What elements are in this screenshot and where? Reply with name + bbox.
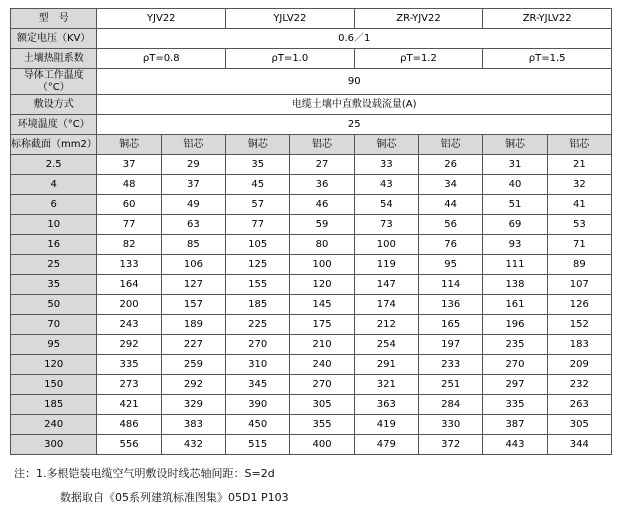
- ampacity-cell: 164: [97, 275, 161, 295]
- ampacity-cell: 421: [97, 395, 161, 415]
- note-line-1: 注：1.多根铠装电缆空气明敷设时线芯轴间距：S=2d: [14, 467, 275, 480]
- section-value: 10: [11, 215, 97, 235]
- ampacity-cell: 26: [419, 155, 483, 175]
- ampacity-cell: 69: [483, 215, 547, 235]
- table-row: [11, 215, 612, 235]
- table-row-soil-thermal: [11, 49, 612, 69]
- ampacity-cell: 82: [97, 235, 161, 255]
- conductor-temp-value: 90: [97, 69, 612, 95]
- ampacity-cell: 259: [161, 355, 225, 375]
- row-label-rated-voltage: 额定电压（KV）: [11, 29, 97, 49]
- ampacity-cell: 119: [354, 255, 418, 275]
- ampacity-cell: 31: [483, 155, 547, 175]
- ampacity-cell: 136: [419, 295, 483, 315]
- note-line-2: 数据取自《05系列建筑标准图集》05D1 P103: [60, 490, 289, 504]
- ampacity-cell: 335: [483, 395, 547, 415]
- ampacity-cell: 225: [226, 315, 290, 335]
- section-value: 16: [11, 235, 97, 255]
- table-row: [11, 275, 612, 295]
- ampacity-cell: 41: [547, 195, 611, 215]
- table-row: [11, 355, 612, 375]
- model-zr-yjv22: ZR-YJV22: [354, 9, 483, 29]
- ampacity-cell: 165: [419, 315, 483, 335]
- table-row: [11, 155, 612, 175]
- table-row-ambient-temp: [11, 115, 612, 135]
- table-row: [11, 195, 612, 215]
- ampacity-cell: 57: [226, 195, 290, 215]
- ampacity-cell: 355: [290, 415, 354, 435]
- ampacity-cell: 85: [161, 235, 225, 255]
- ampacity-cell: 127: [161, 275, 225, 295]
- table-row: [11, 175, 612, 195]
- ampacity-cell: 73: [354, 215, 418, 235]
- ampacity-cell: 44: [419, 195, 483, 215]
- section-value: 4: [11, 175, 97, 195]
- ampacity-cell: 43: [354, 175, 418, 195]
- ampacity-cell: 71: [547, 235, 611, 255]
- ampacity-cell: 321: [354, 375, 418, 395]
- row-label-conductor-temp: 导体工作温度（°C）: [11, 69, 97, 95]
- ampacity-cell: 185: [226, 295, 290, 315]
- ampacity-cell: 233: [419, 355, 483, 375]
- ampacity-cell: 251: [419, 375, 483, 395]
- ampacity-cell: 240: [290, 355, 354, 375]
- ampacity-cell: 126: [547, 295, 611, 315]
- soil-thermal-value-1: ρT=0.8: [97, 49, 226, 69]
- ampacity-cell: 273: [97, 375, 161, 395]
- ampacity-cell: 210: [290, 335, 354, 355]
- ampacity-cell: 77: [97, 215, 161, 235]
- section-value: 6: [11, 195, 97, 215]
- core-header-7: 铜芯: [483, 135, 547, 155]
- section-value: 185: [11, 395, 97, 415]
- ampacity-cell: 235: [483, 335, 547, 355]
- ampacity-cell: 45: [226, 175, 290, 195]
- soil-thermal-value-4: ρT=1.5: [483, 49, 612, 69]
- ampacity-cell: 35: [226, 155, 290, 175]
- ampacity-cell: 383: [161, 415, 225, 435]
- core-header-2: 铝芯: [161, 135, 225, 155]
- core-header-1: 铜芯: [97, 135, 161, 155]
- ampacity-cell: 48: [97, 175, 161, 195]
- ampacity-cell: 175: [290, 315, 354, 335]
- ampacity-cell: 330: [419, 415, 483, 435]
- ampacity-cell: 46: [290, 195, 354, 215]
- ampacity-cell: 196: [483, 315, 547, 335]
- section-value: 240: [11, 415, 97, 435]
- ampacity-cell: 344: [547, 435, 611, 455]
- model-zr-yjlv22: ZR-YJLV22: [483, 9, 612, 29]
- ampacity-cell: 54: [354, 195, 418, 215]
- section-value: 25: [11, 255, 97, 275]
- ampacity-cell: 33: [354, 155, 418, 175]
- ampacity-cell: 49: [161, 195, 225, 215]
- row-label-model: 型 号: [11, 9, 97, 29]
- ampacity-cell: 200: [97, 295, 161, 315]
- section-value: 2.5: [11, 155, 97, 175]
- table-row: [11, 315, 612, 335]
- section-value: 300: [11, 435, 97, 455]
- ampacity-cell: 93: [483, 235, 547, 255]
- table-row: [11, 435, 612, 455]
- core-header-6: 铝芯: [419, 135, 483, 155]
- ampacity-cell: 125: [226, 255, 290, 275]
- ampacity-cell: 432: [161, 435, 225, 455]
- ampacity-cell: 291: [354, 355, 418, 375]
- ampacity-cell: 60: [97, 195, 161, 215]
- table-row: [11, 335, 612, 355]
- table-row-rated-voltage: [11, 29, 612, 49]
- soil-thermal-value-2: ρT=1.0: [226, 49, 355, 69]
- ampacity-cell: 297: [483, 375, 547, 395]
- table-row: [11, 255, 612, 275]
- ampacity-cell: 53: [547, 215, 611, 235]
- ampacity-cell: 133: [97, 255, 161, 275]
- ampacity-cell: 305: [547, 415, 611, 435]
- ampacity-cell: 515: [226, 435, 290, 455]
- ampacity-cell: 345: [226, 375, 290, 395]
- ampacity-cell: 114: [419, 275, 483, 295]
- ampacity-cell: 27: [290, 155, 354, 175]
- ampacity-cell: 400: [290, 435, 354, 455]
- ampacity-cell: 390: [226, 395, 290, 415]
- ampacity-cell: 263: [547, 395, 611, 415]
- notes-block: [14, 465, 612, 506]
- ampacity-cell: 152: [547, 315, 611, 335]
- ampacity-cell: 80: [290, 235, 354, 255]
- ampacity-cell: 387: [483, 415, 547, 435]
- ampacity-cell: 120: [290, 275, 354, 295]
- model-yjv22: YJV22: [97, 9, 226, 29]
- table-row-core-headers: [11, 135, 612, 155]
- table-row: [11, 375, 612, 395]
- ampacity-cell: 111: [483, 255, 547, 275]
- ampacity-cell: 284: [419, 395, 483, 415]
- model-yjlv22: YJLV22: [226, 9, 355, 29]
- row-label-laying-method: 敷设方式: [11, 95, 97, 115]
- ampacity-cell: 209: [547, 355, 611, 375]
- ampacity-cell: 174: [354, 295, 418, 315]
- core-header-5: 铜芯: [354, 135, 418, 155]
- table-row-conductor-temp: [11, 69, 612, 95]
- ampacity-cell: 157: [161, 295, 225, 315]
- core-header-3: 铜芯: [226, 135, 290, 155]
- ampacity-cell: 254: [354, 335, 418, 355]
- ampacity-cell: 105: [226, 235, 290, 255]
- ampacity-cell: 51: [483, 195, 547, 215]
- ampacity-cell: 479: [354, 435, 418, 455]
- table-row: [11, 395, 612, 415]
- core-header-4: 铝芯: [290, 135, 354, 155]
- table-row-laying-method: [11, 95, 612, 115]
- ampacity-cell: 419: [354, 415, 418, 435]
- ampacity-cell: 147: [354, 275, 418, 295]
- ampacity-cell: 59: [290, 215, 354, 235]
- ampacity-cell: 556: [97, 435, 161, 455]
- section-value: 35: [11, 275, 97, 295]
- rated-voltage-value: 0.6／1: [97, 29, 612, 49]
- ampacity-cell: 292: [161, 375, 225, 395]
- section-value: 95: [11, 335, 97, 355]
- ampacity-cell: 292: [97, 335, 161, 355]
- laying-method-value: 电缆土壤中直敷设载流量(A): [97, 95, 612, 115]
- table-row: [11, 295, 612, 315]
- core-header-8: 铝芯: [547, 135, 611, 155]
- ampacity-cell: 363: [354, 395, 418, 415]
- ampacity-cell: 270: [290, 375, 354, 395]
- ampacity-cell: 227: [161, 335, 225, 355]
- row-label-soil-thermal: 土壤热阻系数: [11, 49, 97, 69]
- table-row: [11, 235, 612, 255]
- ampacity-cell: 305: [290, 395, 354, 415]
- section-value: 70: [11, 315, 97, 335]
- ampacity-cell: 329: [161, 395, 225, 415]
- ampacity-cell: 21: [547, 155, 611, 175]
- ampacity-cell: 56: [419, 215, 483, 235]
- section-value: 150: [11, 375, 97, 395]
- ampacity-cell: 270: [226, 335, 290, 355]
- ampacity-cell: 37: [161, 175, 225, 195]
- ampacity-cell: 32: [547, 175, 611, 195]
- ampacity-cell: 100: [354, 235, 418, 255]
- ampacity-cell: 100: [290, 255, 354, 275]
- section-value: 120: [11, 355, 97, 375]
- ampacity-cell: 76: [419, 235, 483, 255]
- ampacity-cell: 63: [161, 215, 225, 235]
- section-value: 50: [11, 295, 97, 315]
- ampacity-cell: 243: [97, 315, 161, 335]
- ampacity-cell: 270: [483, 355, 547, 375]
- ampacity-cell: 189: [161, 315, 225, 335]
- ampacity-cell: 232: [547, 375, 611, 395]
- ampacity-cell: 310: [226, 355, 290, 375]
- table-row: [11, 415, 612, 435]
- ampacity-cell: 89: [547, 255, 611, 275]
- ampacity-cell: 155: [226, 275, 290, 295]
- ambient-temp-value: 25: [97, 115, 612, 135]
- ampacity-cell: 106: [161, 255, 225, 275]
- ampacity-cell: 212: [354, 315, 418, 335]
- soil-thermal-value-3: ρT=1.2: [354, 49, 483, 69]
- ampacity-cell: 161: [483, 295, 547, 315]
- table-row-model: [11, 9, 612, 29]
- ampacity-cell: 138: [483, 275, 547, 295]
- cable-ampacity-table: [10, 8, 612, 455]
- ampacity-cell: 443: [483, 435, 547, 455]
- ampacity-cell: 372: [419, 435, 483, 455]
- ampacity-cell: 450: [226, 415, 290, 435]
- row-label-nominal-section: 标称截面（mm2）: [11, 135, 97, 155]
- ampacity-cell: 197: [419, 335, 483, 355]
- ampacity-cell: 95: [419, 255, 483, 275]
- ampacity-cell: 486: [97, 415, 161, 435]
- ampacity-cell: 335: [97, 355, 161, 375]
- row-label-ambient-temp: 环境温度（°C）: [11, 115, 97, 135]
- ampacity-cell: 107: [547, 275, 611, 295]
- ampacity-cell: 40: [483, 175, 547, 195]
- ampacity-cell: 34: [419, 175, 483, 195]
- ampacity-cell: 77: [226, 215, 290, 235]
- ampacity-cell: 183: [547, 335, 611, 355]
- ampacity-cell: 36: [290, 175, 354, 195]
- ampacity-cell: 37: [97, 155, 161, 175]
- ampacity-cell: 29: [161, 155, 225, 175]
- ampacity-cell: 145: [290, 295, 354, 315]
